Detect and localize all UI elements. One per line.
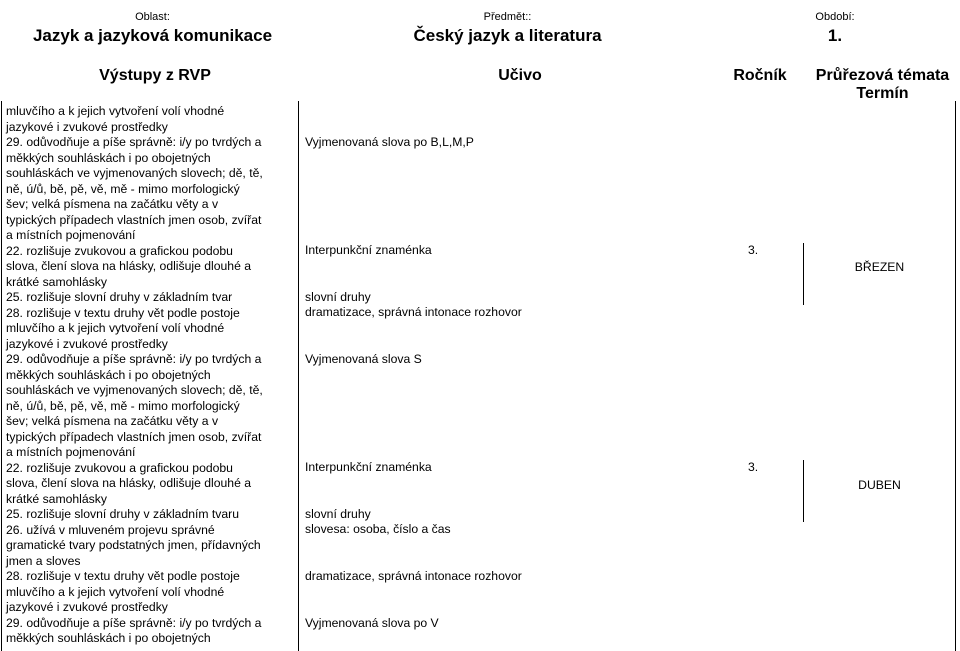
vystupy-line: slova, člení slova na hlásky, odlišuje dlouhé a [6, 259, 252, 273]
vystupy-line: mluvčího a k jejich vytvoření volí vhodné [6, 584, 225, 599]
ucivo-item: dramatizace, správná intonace rozhovor [305, 569, 522, 583]
vystupy-line: slova, člení slova na hlásky, odlišuje dlouhé a [6, 476, 252, 490]
col-prurezova: Průřezová témata [815, 67, 950, 84]
vystupy-line: ně, ú/ů, bě, pě, vě, mě - mimo morfologický [6, 398, 240, 413]
vystupy-line: 22. rozlišuje zvukovou a grafickou podobu [6, 243, 233, 258]
ucivo-item: Vyjmenovaná slova po B,L,M,P [305, 135, 474, 149]
rocnik-value: 3. [748, 243, 759, 257]
vystupy-line: 29. odůvodňuje a píše správně: i/y po tvrdých a [6, 352, 262, 366]
vystupy-line: měkkých souhláskách i po obojetných [6, 150, 211, 165]
obdobi-value: 1. [827, 26, 843, 45]
vystupy-line: ně, ú/ů, bě, pě, vě, mě - mimo morfologický [6, 181, 240, 196]
vystupy-line: a místních pojmenování [6, 445, 136, 459]
obdobi-label: Období: [815, 11, 855, 23]
ucivo-item: Interpunkční znaménka [305, 460, 432, 474]
vystupy-line: 29. odůvodňuje a píše správně: i/y po tvrdých a [6, 135, 262, 149]
ucivo-item: Vyjmenovaná slova po V [305, 616, 439, 630]
vystupy-line: měkkých souhláskách i po obojetných [6, 631, 211, 645]
ucivo-item: slovní druhy [305, 290, 371, 304]
oblast-value: Jazyk a jazyková komunikace [32, 26, 273, 45]
vystupy-line: jazykové i zvukové prostředky [6, 119, 168, 134]
col-termin: Termín [856, 85, 909, 102]
vystupy-line: 28. rozlišuje v textu druhy vět podle postoje [6, 569, 240, 583]
vystupy-line: 28. rozlišuje v textu druhy vět podle postoje [6, 305, 240, 320]
ucivo-item: slovesa: osoba, číslo a čas [305, 522, 451, 536]
col-vystupy: Výstupy z RVP [99, 67, 211, 84]
vystupy-line: 29. odůvodňuje a píše správně: i/y po tvrdých a [6, 615, 262, 630]
vystupy-line: souhláskách ve vyjmenovaných slovech; dě, tě, [6, 383, 263, 397]
vystupy-line: gramatické tvary podstatných jmen, přídavných [6, 538, 261, 552]
termin-value: BŘEZEN [854, 260, 905, 274]
vystupy-text [6, 104, 263, 647]
vystupy-line: měkkých souhláskách i po obojetných [6, 367, 211, 382]
vystupy-line: mluvčího a k jejich vytvoření volí vhodné [6, 321, 225, 335]
col-rocnik: Ročník [733, 67, 787, 84]
vystupy-line: jazykové i zvukové prostředky [6, 336, 168, 351]
col-ucivo: Učivo [498, 67, 542, 84]
termin-value: DUBEN [858, 478, 901, 492]
vystupy-line: 25. rozlišuje slovní druhy v základním tvaru [6, 507, 240, 521]
vystupy-line: krátké samohlásky [6, 274, 107, 289]
table-border-mid [298, 101, 299, 651]
predmet-value: Český jazyk a literatura [413, 26, 602, 45]
ucivo-item: slovní druhy [305, 507, 371, 521]
rocnik-value: 3. [748, 460, 759, 474]
vystupy-line: 25. rozlišuje slovní druhy v základním tvar [6, 290, 233, 304]
vystupy-line: šev; velká písmena na začátku věty a v [6, 414, 219, 428]
vystupy-line: 22. rozlišuje zvukovou a grafickou podobu [6, 460, 233, 475]
vystupy-line: 26. užívá v mluveném projevu správné [6, 522, 215, 537]
ucivo-item: Vyjmenovaná slova S [305, 352, 422, 366]
table-border-right [955, 101, 956, 651]
vystupy-line: jazykové i zvukové prostředky [6, 600, 168, 614]
vystupy-line: krátké samohlásky [6, 491, 107, 506]
vystupy-line: mluvčího a k jejich vytvoření volí vhodné [6, 104, 225, 118]
ucivo-item: Interpunkční znaménka [305, 243, 432, 257]
vystupy-line: a místních pojmenování [6, 228, 136, 242]
vystupy-line: jmen a sloves [6, 553, 81, 568]
vystupy-line: šev; velká písmena na začátku věty a v [6, 197, 219, 211]
ucivo-item: dramatizace, správná intonace rozhovor [305, 305, 522, 319]
vystupy-line: typických případech vlastních jmen osob, zvířat [6, 212, 262, 227]
predmet-label: Předmět:: [483, 11, 532, 23]
vystupy-line: souhláskách ve vyjmenovaných slovech; dě, tě, [6, 166, 263, 180]
vystupy-line: typických případech vlastních jmen osob, zvířat [6, 429, 262, 444]
table-border-left [1, 101, 2, 651]
oblast-label: Oblast: [135, 11, 170, 23]
